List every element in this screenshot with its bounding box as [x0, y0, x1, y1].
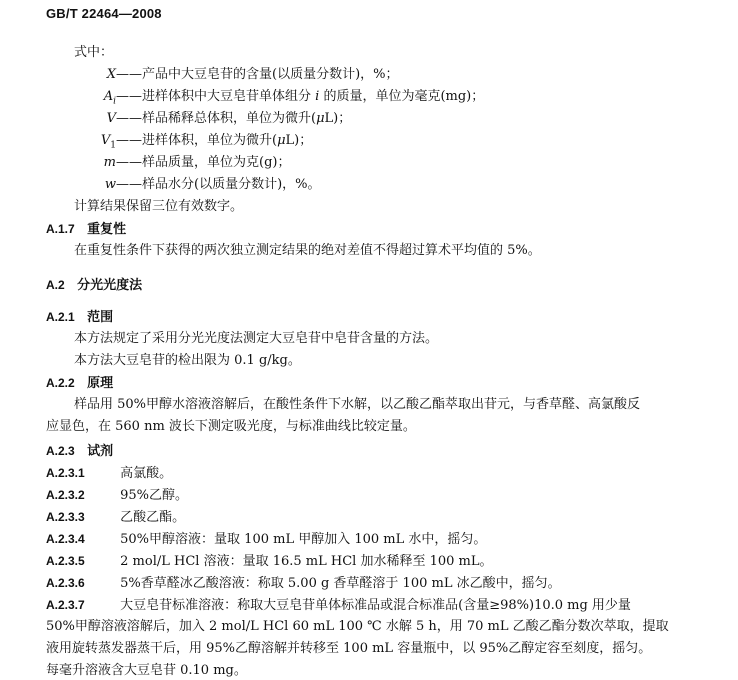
- variable-desc: ——产品中大豆皂苷的含量(以质量分数计)，%；: [116, 67, 399, 82]
- variable-symbol: X: [106, 67, 116, 82]
- clause-a237-line-4: 每毫升溶液含大豆皂苷 0.10 mg。: [46, 663, 247, 678]
- clause-a237: [46, 596, 631, 615]
- clause-number: A.2.3.4: [46, 532, 85, 546]
- variable-v: [72, 110, 351, 128]
- clause-number: A.2.3.3: [46, 510, 85, 524]
- clause-a232: [46, 486, 188, 505]
- variable-desc: ——样品稀释总体积，单位为微升(: [116, 111, 317, 126]
- variable-desc-after: 的质量，单位为毫克(mg)；: [319, 89, 485, 104]
- variable-mu: μ: [277, 133, 286, 148]
- clause-title: 原理: [87, 376, 114, 391]
- variable-subscript: 1: [110, 140, 116, 151]
- where-intro: 式中：: [74, 45, 114, 60]
- variable-desc-after: L)；: [285, 133, 313, 148]
- clause-a17-heading: [46, 220, 126, 239]
- clause-a21-body-2: 本方法大豆皂苷的检出限为 0.1 g/kg。: [74, 353, 301, 368]
- clause-number: A.2: [46, 278, 65, 292]
- clause-number: A.2.3: [46, 444, 75, 458]
- clause-a22-body-1: 样品用 50%甲醇水溶液溶解后，在酸性条件下水解，以乙酸乙酯萃取出苷元，与香草醛、高氯酸反: [74, 397, 641, 412]
- variable-mu: μ: [316, 111, 325, 126]
- clause-a237-line-3: 液用旋转蒸发器蒸干后，用 95%乙醇溶解并转移至 100 mL 容量瓶中，以 95%乙醇定容至刻度，摇匀。: [46, 641, 652, 656]
- clause-title: 重复性: [87, 222, 127, 237]
- variable-symbol: V: [106, 111, 116, 126]
- clause-text: 2 mol/L HCl 溶液：量取 16.5 mL HCl 加水稀释至 100 mL。: [120, 554, 493, 569]
- clause-number: A.2.3.6: [46, 576, 85, 590]
- clause-a236: [46, 574, 561, 593]
- clause-title: 试剂: [87, 444, 114, 459]
- variable-symbol: w: [104, 177, 116, 192]
- clause-number: A.2.3.7: [46, 598, 85, 612]
- clause-title: 分光光度法: [77, 278, 143, 293]
- variable-symbol: m: [103, 155, 116, 170]
- variable-m: [72, 154, 290, 172]
- variable-desc-after: L)；: [324, 111, 352, 126]
- clause-a22-body-2: 应显色，在 560 nm 波长下测定吸光度，与标准曲线比较定量。: [46, 419, 416, 434]
- clause-a231: [46, 464, 172, 483]
- variable-subscript: i: [113, 96, 116, 107]
- clause-a233: [46, 508, 185, 527]
- clause-number: A.2.3.2: [46, 488, 85, 502]
- clause-text: 高氯酸。: [120, 466, 173, 481]
- clause-number: A.2.3.5: [46, 554, 85, 568]
- variable-desc-italic: i: [315, 89, 320, 104]
- variable-symbol: A: [103, 89, 114, 104]
- clause-text: 乙酸乙酯。: [120, 510, 186, 525]
- clause-number: A.2.3.1: [46, 466, 85, 480]
- clause-a21-heading: [46, 308, 113, 327]
- clause-a2-heading: [46, 276, 142, 295]
- clause-number: A.2.1: [46, 310, 75, 324]
- clause-a237-line-2: 50%甲醇溶液溶解后，加入 2 mol/L HCl 60 mL 100 ℃ 水解 5 h，用 70 mL 乙酸乙酯分数次萃取，提取: [46, 619, 669, 634]
- clause-text: 50%甲醇溶液：量取 100 mL 甲醇加入 100 mL 水中，摇匀。: [120, 532, 487, 547]
- variable-symbol: V: [100, 133, 111, 148]
- clause-number: A.1.7: [46, 222, 75, 236]
- clause-title: 范围: [87, 310, 114, 325]
- result-note: 计算结果保留三位有效数字。: [74, 199, 244, 214]
- clause-a21-body-1: 本方法规定了采用分光光度法测定大豆皂苷中皂苷含量的方法。: [74, 331, 439, 346]
- variable-desc: ——样品水分(以质量分数计)，%。: [116, 177, 321, 192]
- clause-a23-heading: [46, 442, 113, 461]
- clause-text: 5%香草醛冰乙酸溶液：称取 5.00 g 香草醛溶于 100 mL 冰乙酸中，摇匀。: [120, 576, 561, 591]
- clause-text: 大豆皂苷标准溶液：称取大豆皂苷单体标准品或混合标准品(含量≥98%)10.0 mg 用少量: [120, 598, 631, 613]
- clause-a235: [46, 552, 493, 571]
- clause-a234: [46, 530, 486, 549]
- variable-w: [72, 176, 321, 194]
- clause-number: A.2.2: [46, 376, 75, 390]
- clause-text: 95%乙醇。: [120, 488, 189, 503]
- variable-x: [72, 66, 399, 84]
- variable-v1: [72, 132, 312, 155]
- variable-desc: ——进样体积，单位为微升(: [116, 133, 278, 148]
- variable-ai: [72, 88, 484, 111]
- variable-desc: ——样品质量，单位为克(g)；: [116, 155, 291, 170]
- variable-desc: ——进样体积中大豆皂苷单体组分: [116, 89, 316, 104]
- clause-a22-heading: [46, 374, 113, 393]
- standard-header: GB/T 22464—2008: [46, 6, 162, 21]
- clause-a17-body: 在重复性条件下获得的两次独立测定结果的绝对差值不得超过算术平均值的 5%。: [74, 243, 541, 258]
